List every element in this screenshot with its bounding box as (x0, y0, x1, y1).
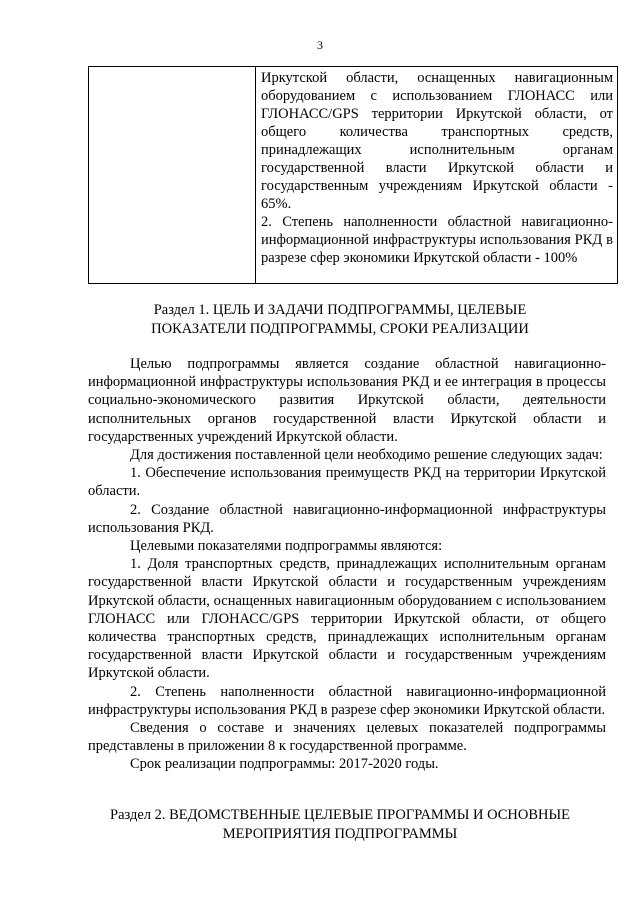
table-right-cell (261, 69, 613, 267)
body-paragraph: Целевыми показателями подпрограммы являются: (130, 538, 443, 555)
body-paragraph: 2. Степень наполненности областной навигационно-информационной инфраструктуры использования РКД в разрезе сфер экономики Иркутской области. (88, 683, 606, 718)
section1-heading (60, 301, 620, 339)
body-paragraph: Для достижения поставленной цели необходимо решение следующих задач: (130, 447, 603, 464)
table-cell-paragraph: 2. Степень наполненности областной навигационно-информационной инфраструктуры использования РКД в разрезе сфер экономики Иркутской области - 100% (261, 214, 613, 266)
body-paragraph: Срок реализации подпрограммы: 2017-2020 годы. (130, 756, 439, 773)
section2-heading (60, 806, 620, 844)
table-column-divider (255, 67, 256, 283)
section2-title-line2: МЕРОПРИЯТИЯ ПОДПРОГРАММЫ (222, 826, 458, 842)
section1-title-line1: Раздел 1. ЦЕЛЬ И ЗАДАЧИ ПОДПРОГРАММЫ, ЦЕЛЕВЫЕ (153, 302, 527, 318)
section1-body (88, 355, 606, 774)
body-paragraph: Сведения о составе и значениях целевых показателей подпрограммы представлены в приложении 8 к государственной программе. (88, 720, 606, 755)
table-cell-paragraph: Иркутской области, оснащенных навигационным оборудованием с использованием ГЛОНАСС или ГЛОНАСС/GPS территории Иркутской области, от общего количества транспортных средств, принадлежащих исполнительным органам государственной власти Иркутской области и государственным учреждениям Иркутской области - 65%. (261, 70, 613, 212)
body-paragraph: 1. Доля транспортных средств, принадлежащих исполнительным органам государственной власти Иркутской области и государственным учреждениям Иркутской области, оснащенных навигационным оборудованием с использованием ГЛОНАСС или ГЛОНАСС/GPS территории Иркутской области, от общего количества транспортных средств, принадлежащих исполнительным органам государственной власти Иркутской области и государственным учреждениям Иркутской области. (88, 556, 606, 682)
section1-title-line2: ПОКАЗАТЕЛИ ПОДПРОГРАММЫ, СРОКИ РЕАЛИЗАЦИИ (151, 321, 529, 337)
body-paragraph: Целью подпрограммы является создание областной навигационно-информационной инфраструктуры использования РКД и ее интеграция в процессы социально-экономического развития Иркутской области, деятельности исполнительных органов государственной власти Иркутской области и государственных учреждений Иркутской области. (88, 356, 606, 445)
body-paragraph: 2. Создание областной навигационно-информационной инфраструктуры использования РКД. (88, 501, 606, 536)
section2-title-line1: Раздел 2. ВЕДОМСТВЕННЫЕ ЦЕЛЕВЫЕ ПРОГРАММЫ И ОСНОВНЫЕ (110, 807, 570, 823)
page-number: 3 (317, 38, 323, 52)
body-paragraph: 1. Обеспечение использования преимуществ РКД на территории Иркутской области. (88, 465, 606, 500)
passport-table (88, 66, 618, 284)
